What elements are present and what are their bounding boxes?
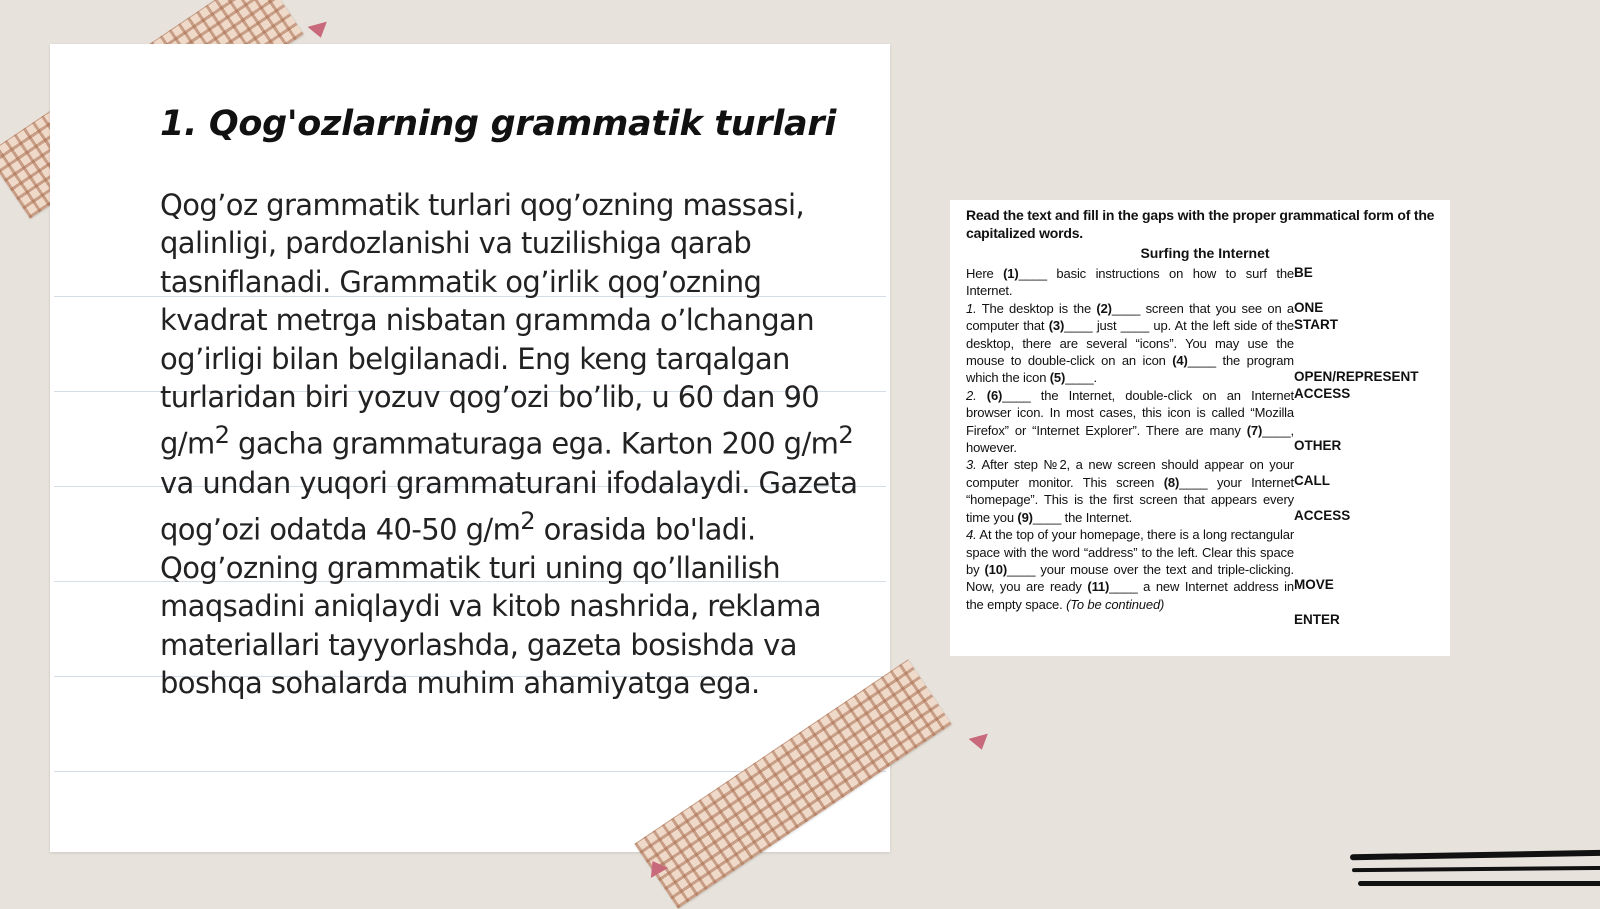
exercise-body (966, 265, 1444, 627)
lined-paper-card (50, 44, 890, 852)
exercise-word: BE (1294, 265, 1313, 280)
slide-title: 1. Qog'ozlarning grammatik turlari (160, 104, 837, 144)
brush-stroke-decoration (1350, 850, 1600, 861)
brush-stroke-decoration (1358, 881, 1600, 886)
exercise-title: Surfing the Internet (1140, 245, 1270, 261)
exercise-word: ONE (1294, 300, 1324, 315)
brush-stroke-decoration (1352, 866, 1600, 872)
pin-icon (969, 734, 992, 753)
exercise-word: ACCESS (1294, 386, 1351, 401)
exercise-instruction: Read the text and fill in the gaps with the proper grammatical form of the capitalized words. (966, 207, 1435, 241)
exercise-word: MOVE (1294, 577, 1334, 592)
exercise-word: OPEN/REPRESENT (1294, 369, 1419, 384)
exercise-word: ENTER (1294, 612, 1340, 627)
exercise-word: ACCESS (1294, 508, 1351, 523)
exercise-word-column (1294, 265, 1444, 627)
exercise-text: Here (1)____ basic instructions on how to surf the Internet. 1. The desktop is the (2)____ screen that you see on a computer that (3)____ just ____ up. At the left side of the desktop, there are several “icons”. You may use the mouse to double-click on an icon (4)____ the program which the icon (5)____. 2. (6)____ the Internet, double-click on an Internet browser icon. In most cases, this icon is called “Mozilla Firefox” or “Internet Explorer”. There are many (7)____, however. 3. After step №2, a new screen should appear on your computer monitor. This screen (8)____ your Internet “homepage”. This is the first screen that appears every time you (9)____ the Internet. 4. At the top of your homepage, there is a long rectangular space with the word “address” to the left. Clear this space by (10)____ your mouse over the text and triple-clicking. Now, you are ready (11)____ a new Internet address in the empty space. (To be continued) (966, 266, 1295, 612)
exercise-word: START (1294, 317, 1338, 332)
exercise-image (950, 200, 1450, 656)
pin-icon (308, 22, 331, 41)
exercise-word: OTHER (1294, 438, 1342, 453)
exercise-word: CALL (1294, 473, 1330, 488)
slide-body-text: Qog’oz grammatik turlari qog’ozning massasi, qalinligi, pardozlanishi va tuzilishiga qarab tasniflanadi. Grammatik og’irlik qog’ozning kvadrat metrga nisbatan grammda o’lchangan og’irligi bilan belgilanadi. Eng keng tarqalgan turlaridan biri yozuv qog’ozi bo’lib, u 60 dan 90 $g/m^2$ gacha grammaturaga ega. Karton 200 $g/m^2$ va undan yuqori grammaturani ifodalaydi. Gazeta qog’ozi odatda 40-50 $g/m^2$ orasida bo'ladi. Qog’ozning grammatik turi uning qo’llanilish maqsadini aniqlaydi va kitob nashrida, reklama materiallari tayyorlashda, gazeta bosishda va boshqa sohalarda muhim ahamiyatga ega. (160, 188, 858, 701)
